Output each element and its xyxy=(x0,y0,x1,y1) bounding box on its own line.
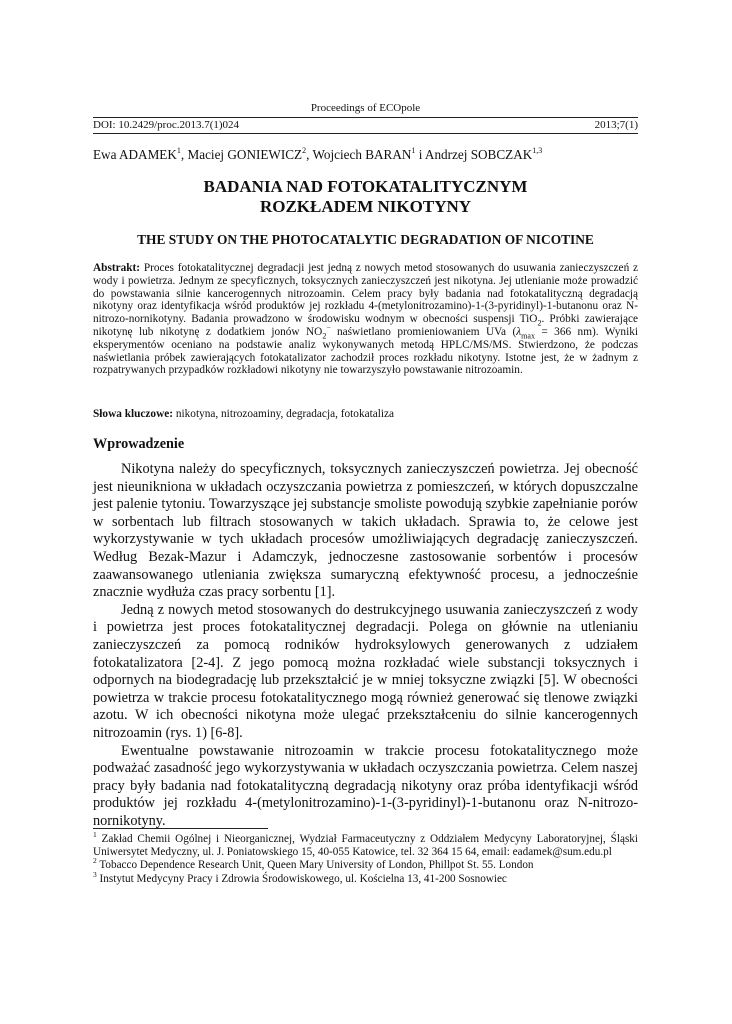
footnote xyxy=(93,869,638,886)
footnotes xyxy=(93,830,638,886)
footnote-divider xyxy=(93,828,268,829)
lambda-symbol: λ xyxy=(516,325,522,338)
abstract-text: Proces fotokatalitycznej degradacji jest jedną z nowych metod stosowanych do usuwania zanieczyszczeń z wody i powietrza. Jednym ze specyficznych, toksycznych zanieczyszczeń jest nikotyna. Jej utlenianie może prowadzić do powstawania silnie kancerogennych nitrozoamin. Celem pracy były badania nad fotokatalityczną degradacją nikotyny oraz identyfikacja wśród produktów jej rozkładu 4-(metylonitrozamino)-1-(3-pyridinyl)-1-butanonu oraz N-nitrozo-nornikotyny. Badania prowadzono w środowisku wodnym w obecności suspensji TiO xyxy=(93,262,638,326)
paragraph: Jedną z nowych metod stosowanych do destrukcyjnego usuwania zanieczyszczeń z wody i powietrza jest proces fotokatalitycznej degradacji. Polega on głównie na utlenianiu zanieczyszczeń za pomocą rodników hydroksylowych generowanych z udziałem fotokatalizatora [2-4]. Z jego pomocą można rozkładać wiele substancji toksycznych i odpornych na biodegradację lub przekształcić je w mniej toksyczne związki [5]. W obecności powietrza w trakcie procesu fotokatalitycznego mogą również generować się tlenowe związki azotu. W ich obecności nikotyna może ulegać przekształceniu do silnie kancerogennych nitrozoamin (rys. 1) [6-8]. xyxy=(93,601,638,741)
footnote-text: Instytut Medycyny Pracy i Zdrowia Środowiskowego, ul. Kościelna 13, 41-200 Sosnowiec xyxy=(96,872,507,885)
title-line: ROZKŁADEM NIKOTYNY xyxy=(259,197,472,216)
abstract xyxy=(93,262,638,377)
journal-name: Proceedings of ECOpole xyxy=(310,102,421,114)
paragraph: Nikotyna należy do specyficznych, toksycznych zanieczyszczeń powietrza. Jej obecność jest nieunikniona w układach oczyszczania powietrza z pomieszczeń, w których dopuszczalne jest palenie tytoniu. Towarzyszące jej substancje smoliste powodują szybkie zapełnianie porów w sorbentach lub filtrach stosowanych w takich układach. Sprawia to, że celowe jest wykorzystywanie w tych układach procesów umożliwiających degradację zanieczyszczeń. Według Bezak-Mazur i Adamczyk, jednoczesne zastosowanie sorbentów i procesów zaawansowanego utleniania zwiększa sumaryczną efektywność procesu, a jednocześnie znacznie wydłuża czas pracy sorbentu [1]. xyxy=(93,461,638,601)
footnote-text: Zakład Chemii Ogólnej i Nieorganicznej, Wydział Farmaceutyczny z Oddziałem Medycyny Laboratoryjnej, Śląski Uniwersytet Medyczny, ul. J. Poniatowskiego 15, 40-055 Katowice, tel. 32 364 15 64, email: eadamek@sum.edu.pl xyxy=(93,833,638,859)
abstract-text: naświetlano promieniowaniem UVa ( xyxy=(330,325,517,338)
keywords-label: Słowa kluczowe: xyxy=(93,408,174,420)
subscript: max xyxy=(521,331,535,341)
footnote-number: 1 xyxy=(93,830,97,839)
footnote-number: 2 xyxy=(93,856,97,866)
abstract-text: = 366 nm). Wyniki eksperymentów oceniano na podstawie analiz wykonywanych metodą HPLC/MS/MS. Stwierdzono, że podczas naświetlania próbek zawierających fotokatalizator zachodził proces rozkładu nikotyny. Istotne jest, że w żadnym z rozpatrywanych przypadków rozkładowi nikotyny nie towarzyszyło powstawanie nitrozoamin. xyxy=(93,325,638,377)
subscript: 2 xyxy=(322,331,327,341)
author-name: Ewa ADAMEK xyxy=(93,147,177,162)
affiliation-marker: 1,3 xyxy=(532,146,543,155)
author-name: , Wojciech BARAN xyxy=(306,147,412,162)
abstract-text: . Próbki zawierające nikotynę lub nikotynę z dodatkiem jonów NO xyxy=(93,313,638,338)
affiliation-marker: 1 xyxy=(176,146,181,155)
subscript: 2 xyxy=(537,318,542,328)
body-text xyxy=(93,461,638,830)
keywords-text: nikotyna, nitrozoaminy, degradacja, fotokataliza xyxy=(173,408,395,420)
section-heading: Wprowadzenie xyxy=(93,436,185,452)
author-name: , Maciej GONIEWICZ xyxy=(180,147,303,162)
title-line: BADANIA NAD FOTOKATALITYCZNYM xyxy=(203,177,528,196)
paper-title-english: THE STUDY ON THE PHOTOCATALYTIC DEGRADATION OF NICOTINE xyxy=(137,232,594,247)
doi: DOI: 10.2429/proc.2013.7(1)024 xyxy=(93,119,240,131)
author-name: i Andrzej SOBCZAK xyxy=(415,147,533,162)
doi-bar xyxy=(93,117,638,134)
superscript: − xyxy=(326,322,331,332)
volume: 2013;7(1) xyxy=(594,119,638,131)
paragraph: Ewentualne powstawanie nitrozoamin w trakcie procesu fotokatalitycznego może podważać zasadność jego wykorzystywania w układach oczyszczania powietrza. Celem naszej pracy były badania nad fotokatalityczną degradacją nikotyny oraz próba identyfikacji wśród produktów jej rozkładu 4-(metylonitrozamino)-1-(3-pyridinyl)-1-butanonu oraz N-nitrozo-nornikotyny. xyxy=(93,742,638,829)
paper-title-polish xyxy=(93,177,638,217)
footnote xyxy=(93,856,638,872)
footnote xyxy=(93,830,638,859)
abstract-label: Abstrakt: xyxy=(93,262,141,274)
affiliation-marker: 1 xyxy=(411,146,416,155)
footnote-number: 3 xyxy=(93,869,97,879)
keywords xyxy=(93,408,638,420)
footnote-text: Tobacco Dependence Research Unit, Queen Mary University of London, Phillpot St. 55. London xyxy=(96,859,534,872)
author-list xyxy=(93,147,542,163)
affiliation-marker: 2 xyxy=(302,146,307,155)
